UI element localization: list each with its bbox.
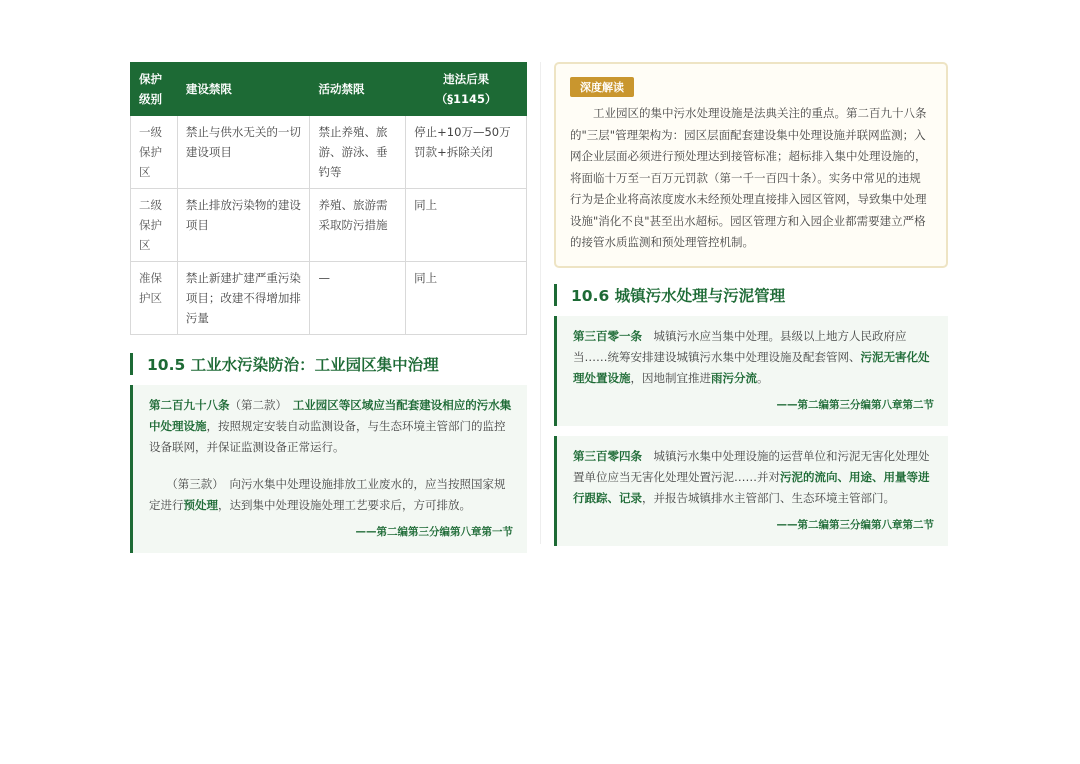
law-text: ，按照规定安装自动监测设备，与生态环境主管部门的监控设备联网，并保证监测设备正常运行。: [149, 419, 506, 454]
cell-penalty: 同上: [406, 189, 527, 262]
highlight-text: 雨污分流: [711, 370, 757, 385]
cell-level: 一级保护区: [131, 116, 178, 189]
law-text: 城镇污水应当集中处理。县级以上地方人民政府应当……统筹安排建设城镇污水集中处理设施及配套管网、: [573, 328, 907, 364]
cell-build: 禁止新建扩建严重污染项目；改建不得增加排污量: [177, 262, 310, 335]
highlight-text: 预处理: [183, 498, 218, 512]
header-penalty: 违法后果 （§1145）: [406, 63, 527, 116]
law-text: ，因地制宜推进: [630, 370, 711, 385]
heading-accent-bar: [130, 353, 133, 375]
right-column: [554, 62, 948, 546]
header-level: 保护 级别: [131, 63, 178, 116]
article-label: 第二百九十八条: [149, 398, 230, 412]
cell-activity: 养殖、旅游需采取防污措施: [310, 189, 406, 262]
clause-label: （第二款）: [229, 398, 282, 412]
article-label: 第三百零四条: [573, 448, 642, 463]
section-heading-10-5: [130, 353, 527, 375]
law-paragraph: [573, 326, 934, 389]
section-title: 10.5 工业水污染防治：工业园区集中治理: [147, 356, 439, 374]
highlight-text: 工业园区等区域应当配套建设相应的污水集中处理设施: [149, 398, 512, 433]
insight-box: [554, 62, 948, 268]
law-text: 城镇污水集中处理设施的运营单位和污泥无害化处理处置单位应当无害化处理处置污泥……并对: [573, 448, 930, 484]
cell-penalty: 同上: [406, 262, 527, 335]
law-text: ，并报告城镇排水主管部门、生态环境主管部门。: [642, 490, 895, 505]
table-row: [131, 262, 527, 335]
law-quote-art301: [554, 316, 948, 426]
left-column: [130, 62, 527, 553]
table-row: [131, 116, 527, 189]
law-text: 。: [757, 370, 769, 385]
cell-build: 禁止与供水无关的一切建设项目: [177, 116, 310, 189]
cell-level: 二级保护区: [131, 189, 178, 262]
protection-zone-table: [130, 62, 527, 335]
law-paragraph: [149, 474, 513, 516]
cell-build: 禁止排放污染物的建设项目: [177, 189, 310, 262]
cell-level: 准保护区: [131, 262, 178, 335]
law-source: ——第二编第三分编第八章第二节: [776, 398, 934, 411]
insight-badge: 深度解读: [570, 77, 634, 97]
section-title: 10.6 城镇污水处理与污泥管理: [571, 286, 786, 305]
law-source: ——第二编第三分编第八章第一节: [355, 526, 513, 538]
table-header-row: [131, 63, 527, 116]
article-label: 第三百零一条: [573, 328, 642, 343]
law-quote-art298: [130, 385, 527, 553]
highlight-text: 污泥无害化处理处置设施: [573, 349, 930, 385]
law-source: ——第二编第三分编第八章第二节: [776, 518, 934, 531]
law-text: ，达到集中处理设施处理工艺要求后，方可排放。: [218, 498, 471, 512]
cell-activity: 禁止养殖、旅游、游泳、垂钓等: [310, 116, 406, 189]
cell-activity: —: [310, 262, 406, 335]
heading-accent-bar: [554, 284, 557, 306]
highlight-text: 污泥的流向、用途、用量等进行跟踪、记录: [573, 469, 930, 505]
law-paragraph: [573, 446, 934, 509]
column-divider: [540, 62, 541, 544]
header-activity: 活动禁限: [310, 63, 406, 116]
law-paragraph: [149, 395, 513, 458]
table-row: [131, 189, 527, 262]
law-quote-art304: [554, 436, 948, 546]
section-heading-10-6: [554, 284, 948, 306]
law-text: （第三款） 向污水集中处理设施排放工业废水的，应当按照国家规定进行: [149, 477, 506, 512]
cell-penalty: 停止+10万—50万罚款+拆除关闭: [406, 116, 527, 189]
header-build: 建设禁限: [177, 63, 310, 116]
insight-text: 工业园区的集中污水处理设施是法典关注的重点。第二百九十八条的"三层"管理架构为：园区层面配套建设集中处理设施并联网监测；入网企业层面必须进行预处理达到接管标准；超标排入集中处理设施的，将面临十万至一百万元罚款（第一千一百四十条）。实务中常见的违规行为是企业将高浓度废水未经预处理直接排入园区管网，导致集中处理设施"消化不良"甚至出水超标。园区管理方和入园企业都需要建立严格的接管水质监测和预处理管控机制。: [570, 106, 927, 249]
